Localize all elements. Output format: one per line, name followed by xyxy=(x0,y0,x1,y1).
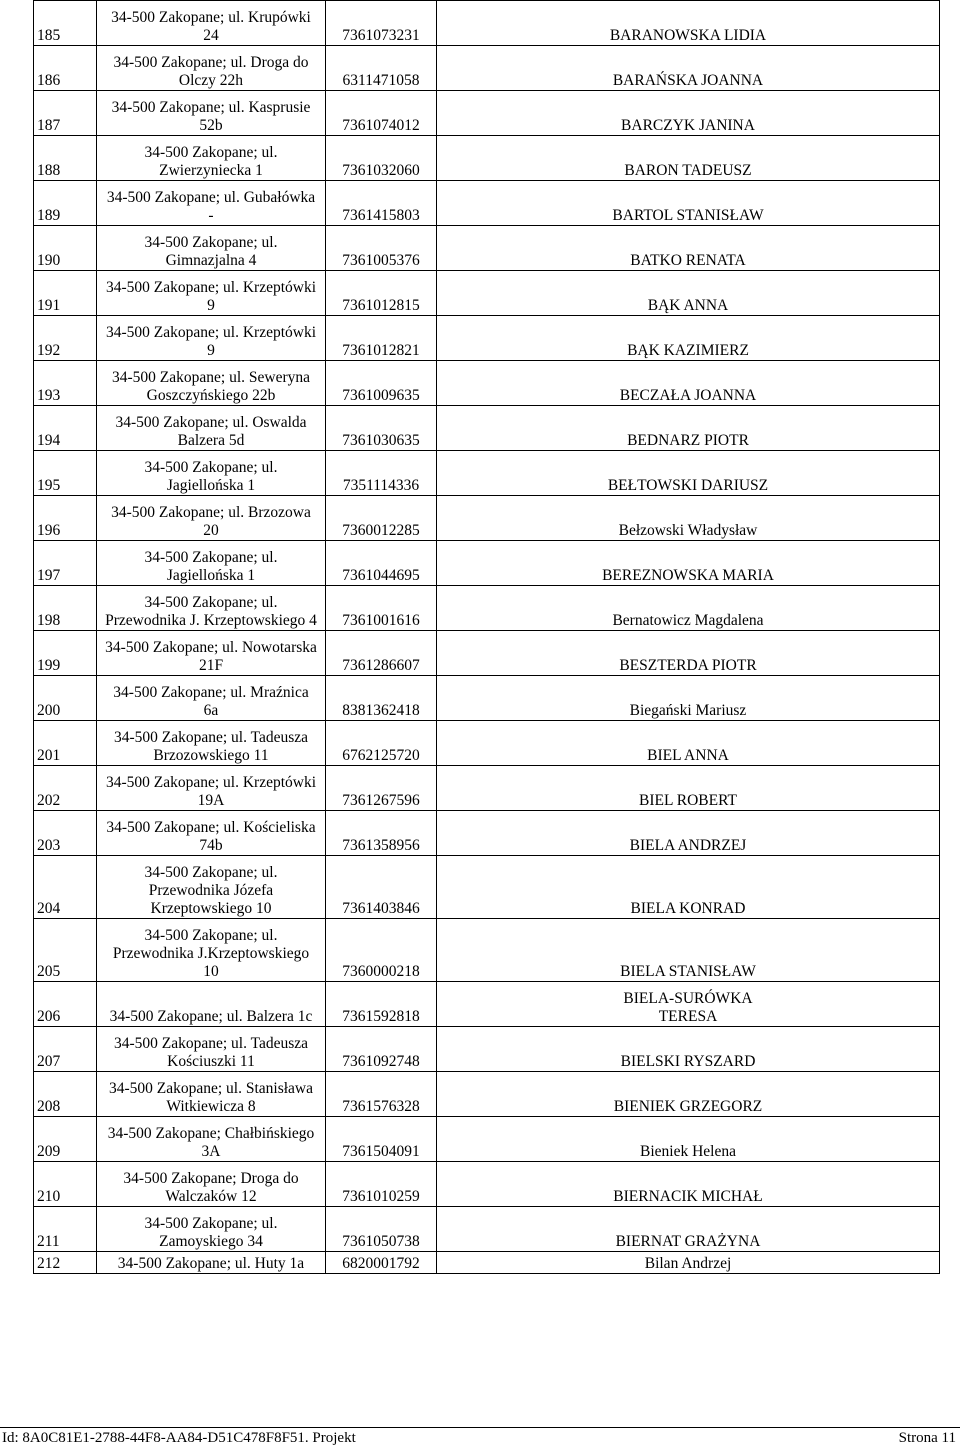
name-cell xyxy=(437,136,940,181)
name-line: BEDNARZ PIOTR xyxy=(627,432,749,449)
row-number: 195 xyxy=(34,451,97,496)
name-line: BIELA STANISŁAW xyxy=(620,963,756,980)
address-line: Jagiellońska 1 xyxy=(166,477,256,494)
address-line: Brzozowskiego 11 xyxy=(153,747,269,764)
address-line: 34-500 Zakopane; ul. Droga do xyxy=(113,54,309,71)
tax-id-cell: 7361074012 xyxy=(326,91,437,136)
row-number: 192 xyxy=(34,316,97,361)
tax-id-cell: 7361358956 xyxy=(326,811,437,856)
address-cell xyxy=(97,1027,326,1072)
table-row xyxy=(34,676,940,721)
row-number: 193 xyxy=(34,361,97,406)
row-number: 212 xyxy=(34,1252,97,1274)
name-cell xyxy=(437,811,940,856)
name-cell xyxy=(437,271,940,316)
name-line: BARTOL STANISŁAW xyxy=(612,207,764,224)
address-cell xyxy=(97,271,326,316)
address-cell xyxy=(97,1,326,46)
address-cell xyxy=(97,856,326,919)
address-cell xyxy=(97,1207,326,1252)
tax-id-cell: 7361504091 xyxy=(326,1117,437,1162)
address-line: Kościuszki 11 xyxy=(167,1053,255,1070)
address-line: 34-500 Zakopane; ul. Oswalda xyxy=(115,414,307,431)
address-line: Gimnazjalna 4 xyxy=(165,252,257,269)
address-line: 34-500 Zakopane; ul. Mraźnica xyxy=(113,684,309,701)
row-number: 199 xyxy=(34,631,97,676)
name-line: BIEL ROBERT xyxy=(639,792,737,809)
name-line: BESZTERDA PIOTR xyxy=(619,657,757,674)
address-cell xyxy=(97,1117,326,1162)
address-cell xyxy=(97,451,326,496)
name-line: BARON TADEUSZ xyxy=(624,162,752,179)
address-cell xyxy=(97,1162,326,1207)
table-row xyxy=(34,811,940,856)
table-row xyxy=(34,1252,940,1274)
name-cell xyxy=(437,721,940,766)
row-number: 202 xyxy=(34,766,97,811)
name-line: BIELSKI RYSZARD xyxy=(620,1053,756,1070)
address-cell xyxy=(97,226,326,271)
name-line: BARCZYK JANINA xyxy=(621,117,755,134)
page-footer xyxy=(0,1427,960,1448)
address-cell xyxy=(97,181,326,226)
table-row xyxy=(34,406,940,451)
address-line: Goszczyńskiego 22b xyxy=(146,387,276,404)
tax-id-cell: 7361010259 xyxy=(326,1162,437,1207)
register-table xyxy=(33,0,940,1274)
table-row xyxy=(34,541,940,586)
row-number: 186 xyxy=(34,46,97,91)
row-number: 187 xyxy=(34,91,97,136)
address-line: 34-500 Zakopane; ul. xyxy=(144,927,278,944)
table-row xyxy=(34,766,940,811)
address-line: - xyxy=(208,207,214,224)
address-line: 19A xyxy=(197,792,225,809)
tax-id-cell: 7361032060 xyxy=(326,136,437,181)
address-cell xyxy=(97,631,326,676)
row-number: 196 xyxy=(34,496,97,541)
address-line: 34-500 Zakopane; ul. Kościeliska xyxy=(106,819,316,836)
tax-id-cell: 8381362418 xyxy=(326,676,437,721)
name-cell xyxy=(437,496,940,541)
name-cell xyxy=(437,1,940,46)
name-line: Biegański Mariusz xyxy=(629,702,747,719)
address-line: 34-500 Zakopane; Droga do xyxy=(123,1170,299,1187)
table-row xyxy=(34,46,940,91)
table-row xyxy=(34,1027,940,1072)
address-line: 34-500 Zakopane; ul. Seweryna xyxy=(112,369,310,386)
address-cell xyxy=(97,982,326,1027)
address-line: 9 xyxy=(207,297,215,314)
row-number: 211 xyxy=(34,1207,97,1252)
table-row xyxy=(34,1,940,46)
address-cell xyxy=(97,496,326,541)
table-row xyxy=(34,982,940,1027)
row-number: 191 xyxy=(34,271,97,316)
document-id: Id: 8A0C81E1-2788-44F8-AA84-D51C478F8F51. Projekt xyxy=(2,1430,356,1446)
row-number: 189 xyxy=(34,181,97,226)
address-cell xyxy=(97,361,326,406)
table-row xyxy=(34,919,940,982)
address-line: 34-500 Zakopane; ul. Kasprusie xyxy=(111,99,311,116)
table-row xyxy=(34,631,940,676)
tax-id-cell: 7361050738 xyxy=(326,1207,437,1252)
name-cell xyxy=(437,181,940,226)
address-line: 34-500 Zakopane; ul. Krzeptówki xyxy=(105,324,317,341)
tax-id-cell: 7361286607 xyxy=(326,631,437,676)
name-cell xyxy=(437,982,940,1027)
table-row xyxy=(34,316,940,361)
address-line: 20 xyxy=(203,522,219,539)
row-number: 188 xyxy=(34,136,97,181)
name-line: BATKO RENATA xyxy=(630,252,746,269)
address-cell xyxy=(97,316,326,361)
row-number: 203 xyxy=(34,811,97,856)
name-cell xyxy=(437,1072,940,1117)
name-cell xyxy=(437,1162,940,1207)
row-number: 206 xyxy=(34,982,97,1027)
table-row xyxy=(34,271,940,316)
address-cell xyxy=(97,46,326,91)
address-line: Walczaków 12 xyxy=(165,1188,257,1205)
address-line: Zwierzyniecka 1 xyxy=(159,162,263,179)
address-line: Przewodnika J. Krzeptowskiego 4 xyxy=(105,612,317,629)
table-row xyxy=(34,856,940,919)
address-cell xyxy=(97,676,326,721)
address-line: Balzera 5d xyxy=(177,432,245,449)
table-row xyxy=(34,721,940,766)
tax-id-cell: 7360000218 xyxy=(326,919,437,982)
name-line: BEREZNOWSKA MARIA xyxy=(602,567,774,584)
address-line: 34-500 Zakopane; ul. Gubałówka xyxy=(106,189,316,206)
name-line: Bilan Andrzej xyxy=(644,1255,732,1272)
table-row xyxy=(34,181,940,226)
name-line: BARAŃSKA JOANNA xyxy=(612,72,764,89)
name-cell xyxy=(437,406,940,451)
table-row xyxy=(34,496,940,541)
address-line: 34-500 Zakopane; ul. Stanisława xyxy=(108,1080,314,1097)
name-line: BEŁTOWSKI DARIUSZ xyxy=(607,477,769,494)
row-number: 200 xyxy=(34,676,97,721)
name-line: BIELA KONRAD xyxy=(630,900,746,917)
address-cell xyxy=(97,766,326,811)
name-cell xyxy=(437,919,940,982)
row-number: 205 xyxy=(34,919,97,982)
table-row xyxy=(34,91,940,136)
address-line: 34-500 Zakopane; ul. xyxy=(144,234,278,251)
table-row xyxy=(34,451,940,496)
tax-id-cell: 7361592818 xyxy=(326,982,437,1027)
address-line: 24 xyxy=(203,27,219,44)
tax-id-cell: 7361012815 xyxy=(326,271,437,316)
tax-id-cell: 7361030635 xyxy=(326,406,437,451)
tax-id-cell: 7361092748 xyxy=(326,1027,437,1072)
address-line: 6a xyxy=(203,702,219,719)
address-line: 34-500 Zakopane; ul. xyxy=(144,459,278,476)
name-line: BIELA-SURÓWKA xyxy=(623,990,753,1007)
tax-id-cell: 7361001616 xyxy=(326,586,437,631)
address-cell xyxy=(97,919,326,982)
table-row xyxy=(34,1162,940,1207)
name-cell xyxy=(437,226,940,271)
row-number: 209 xyxy=(34,1117,97,1162)
name-cell xyxy=(437,676,940,721)
name-cell xyxy=(437,856,940,919)
name-line: BECZAŁA JOANNA xyxy=(619,387,757,404)
register-table-body xyxy=(34,1,940,1274)
name-line: Bełzowski Władysław xyxy=(618,522,758,539)
row-number: 204 xyxy=(34,856,97,919)
tax-id-cell: 6820001792 xyxy=(326,1252,437,1274)
address-line: 34-500 Zakopane; ul. Krupówki xyxy=(111,9,311,26)
row-number: 185 xyxy=(34,1,97,46)
name-line: BIEL ANNA xyxy=(647,747,729,764)
name-line: BĄK ANNA xyxy=(647,297,729,314)
address-line: 34-500 Zakopane; ul. xyxy=(144,1215,278,1232)
row-number: 197 xyxy=(34,541,97,586)
name-line: BIENIEK GRZEGORZ xyxy=(613,1098,763,1115)
tax-id-cell: 6762125720 xyxy=(326,721,437,766)
name-cell xyxy=(437,766,940,811)
address-cell xyxy=(97,1072,326,1117)
tax-id-cell: 7361403846 xyxy=(326,856,437,919)
row-number: 210 xyxy=(34,1162,97,1207)
name-line: BIELA ANDRZEJ xyxy=(629,837,747,854)
table-row xyxy=(34,1072,940,1117)
address-line: 34-500 Zakopane; ul. xyxy=(144,594,278,611)
tax-id-cell: 7361267596 xyxy=(326,766,437,811)
address-line: 34-500 Zakopane; ul. Krzeptówki xyxy=(105,279,317,296)
address-cell xyxy=(97,136,326,181)
address-line: 34-500 Zakopane; Chałbińskiego xyxy=(107,1125,315,1142)
row-number: 198 xyxy=(34,586,97,631)
address-cell xyxy=(97,406,326,451)
table-row xyxy=(34,1207,940,1252)
name-line: BIERNACIK MICHAŁ xyxy=(613,1188,763,1205)
address-cell xyxy=(97,721,326,766)
address-line: Przewodnika Józefa xyxy=(148,882,274,899)
name-line: BARANOWSKA LIDIA xyxy=(609,27,767,44)
name-cell xyxy=(437,361,940,406)
name-line: Bieniek Helena xyxy=(640,1143,736,1160)
address-cell xyxy=(97,541,326,586)
address-line: Zamoyskiego 34 xyxy=(159,1233,263,1250)
address-line: 34-500 Zakopane; ul. Tadeusza xyxy=(113,1035,309,1052)
address-line: 34-500 Zakopane; ul. Nowotarska xyxy=(105,639,317,656)
address-line: Przewodnika J.Krzeptowskiego xyxy=(112,945,310,962)
tax-id-cell: 7361576328 xyxy=(326,1072,437,1117)
address-line: 34-500 Zakopane; ul. Balzera 1c xyxy=(109,1008,313,1025)
address-line: 34-500 Zakopane; ul. Tadeusza xyxy=(113,729,309,746)
name-line: Bernatowicz Magdalena xyxy=(612,612,764,629)
name-cell xyxy=(437,1207,940,1252)
address-line: 21F xyxy=(198,657,224,674)
table-row xyxy=(34,361,940,406)
name-line: TERESA xyxy=(658,1008,718,1025)
table-row xyxy=(34,226,940,271)
address-line: 34-500 Zakopane; ul. Huty 1a xyxy=(117,1255,305,1272)
tax-id-cell: 7361415803 xyxy=(326,181,437,226)
name-cell xyxy=(437,541,940,586)
table-row xyxy=(34,586,940,631)
tax-id-cell: 7361009635 xyxy=(326,361,437,406)
name-cell xyxy=(437,631,940,676)
tax-id-cell: 6311471058 xyxy=(326,46,437,91)
name-cell xyxy=(437,91,940,136)
address-line: Krzeptowskiego 10 xyxy=(150,900,272,917)
address-line: 34-500 Zakopane; ul. xyxy=(144,549,278,566)
address-line: 34-500 Zakopane; ul. xyxy=(144,864,278,881)
address-cell xyxy=(97,586,326,631)
address-line: 3A xyxy=(201,1143,221,1160)
page-number: Strona 11 xyxy=(898,1430,956,1446)
tax-id-cell: 7351114336 xyxy=(326,451,437,496)
tax-id-cell: 7361073231 xyxy=(326,1,437,46)
name-line: BĄK KAZIMIERZ xyxy=(627,342,749,359)
name-cell xyxy=(437,46,940,91)
row-number: 208 xyxy=(34,1072,97,1117)
name-cell xyxy=(437,1252,940,1274)
address-cell xyxy=(97,1252,326,1274)
name-cell xyxy=(437,1117,940,1162)
name-cell xyxy=(437,1027,940,1072)
name-cell xyxy=(437,316,940,361)
table-row xyxy=(34,1117,940,1162)
row-number: 190 xyxy=(34,226,97,271)
address-line: Witkiewicza 8 xyxy=(166,1098,256,1115)
name-line: BIERNAT GRAŻYNA xyxy=(615,1233,761,1250)
address-line: 74b xyxy=(199,837,223,854)
tax-id-cell: 7360012285 xyxy=(326,496,437,541)
row-number: 201 xyxy=(34,721,97,766)
address-line: Jagiellońska 1 xyxy=(166,567,256,584)
address-cell xyxy=(97,811,326,856)
address-line: 34-500 Zakopane; ul. xyxy=(144,144,278,161)
address-line: 34-500 Zakopane; ul. Krzeptówki xyxy=(105,774,317,791)
row-number: 194 xyxy=(34,406,97,451)
table-row xyxy=(34,136,940,181)
address-line: 9 xyxy=(207,342,215,359)
tax-id-cell: 7361012821 xyxy=(326,316,437,361)
address-line: Olczy 22h xyxy=(178,72,244,89)
address-line: 52b xyxy=(199,117,223,134)
tax-id-cell: 7361005376 xyxy=(326,226,437,271)
address-line: 34-500 Zakopane; ul. Brzozowa xyxy=(111,504,311,521)
address-cell xyxy=(97,91,326,136)
row-number: 207 xyxy=(34,1027,97,1072)
name-cell xyxy=(437,451,940,496)
address-line: 10 xyxy=(203,963,219,980)
name-cell xyxy=(437,586,940,631)
tax-id-cell: 7361044695 xyxy=(326,541,437,586)
